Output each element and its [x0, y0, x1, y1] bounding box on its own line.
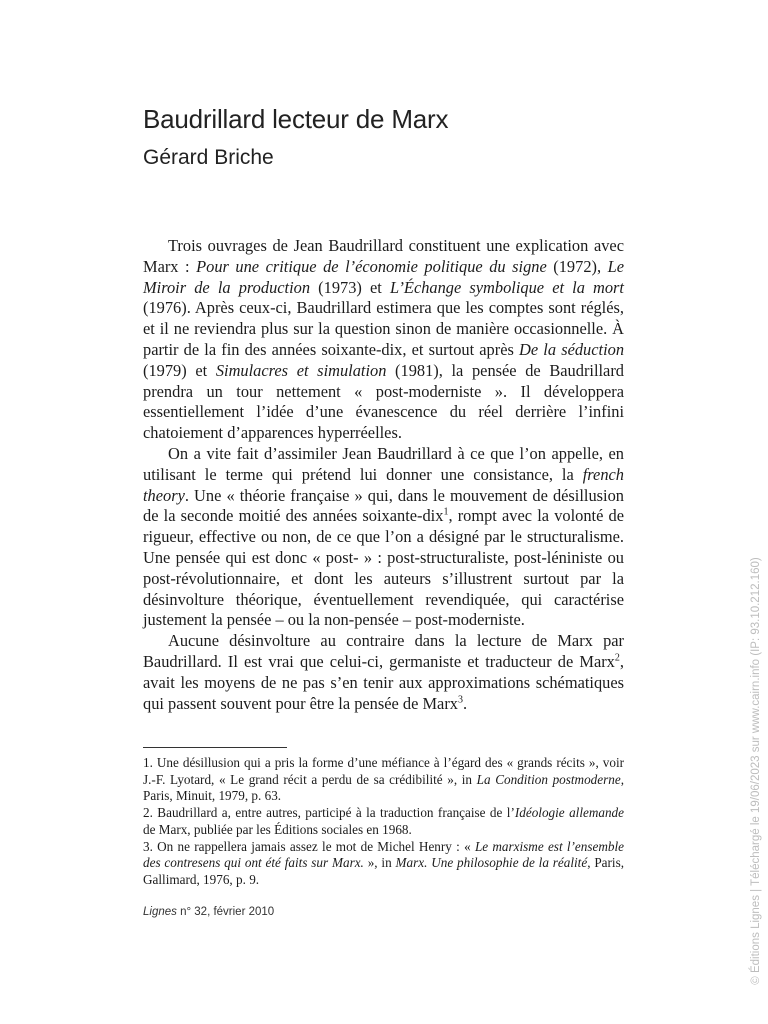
journal-issue: n° 32, février 2010: [176, 906, 275, 918]
text-run: Trois ouvrages de Jean Baudrillard constituent une explication avec Marx :: [143, 236, 624, 276]
footnote-1: [143, 755, 624, 805]
text-run: 1. Une désillusion qui a pris la forme d’une méfiance à l’égard des « grands récits », voir J.-F. Lyotard, « Le grand récit a perdu de sa crédibilité », in: [143, 755, 624, 787]
book-title: La Condition postmoderne: [476, 771, 621, 787]
footnote-2: [143, 805, 624, 838]
journal-name: Lignes: [143, 906, 177, 918]
footnote-ref-3: 3: [457, 694, 463, 706]
book-title: Idéologie allemande: [514, 805, 625, 821]
text-run: (1981), la pensée de Baudrillard prendra un tour nettement « post-moderniste ». Il développera essentiellement l’idée d’une évanescence du réel derrière l’infini chatoiement d’apparences hyperréelles.: [143, 360, 624, 443]
text-run: , Paris, Gallimard, 1976, p. 9.: [143, 855, 625, 887]
book-title: Marx. Une philosophie de la réalité: [395, 855, 588, 871]
text-run: , avait les moyens de ne pas s’en tenir aux approximations schématiques qui passent souvent pour être la pensée de Marx: [143, 651, 624, 713]
footnotes: [143, 755, 624, 889]
article-title: Baudrillard lecteur de Marx: [143, 104, 449, 134]
emphasis: french theory: [143, 464, 624, 505]
paragraph-3: [143, 631, 624, 714]
text-run: de Marx, publiée par les Éditions sociales en 1968.: [143, 821, 412, 837]
journal-reference: [143, 906, 274, 918]
book-title: Simulacres et simulation: [215, 360, 387, 380]
text-run: , rompt avec la volonté de rigueur, effective ou non, de ce que l’on a désigné par le structuralisme. Une pensée qui est donc « post- » : post-structuraliste, post-léniniste ou post-révolutionnaire, et dont les auteurs s’illustrent surtout par la désinvolture théorique, éventuellement revendiquée, qui caractérise justement la pensée – ou la non-pensée – post-moderniste.: [143, 506, 624, 630]
text-run: , Paris, Minuit, 1979, p. 63.: [143, 771, 624, 804]
text-run: (1972),: [546, 256, 608, 276]
book-title: L’Échange symbolique et la mort: [389, 277, 624, 297]
article-body: [143, 236, 624, 714]
download-watermark: © Éditions Lignes | Téléchargé le 19/06/2023 sur www.cairn.info (IP: 93.10.212.160): [750, 557, 762, 985]
text-run: 2. Baudrillard a, entre autres, participé à la traduction française de l’: [143, 805, 515, 821]
text-run: », in: [363, 855, 396, 871]
footnote-divider: [143, 747, 287, 748]
paragraph-2: [143, 444, 624, 631]
text-run: Aucune désinvolture au contraire dans la lecture de Marx par Baudrillard. Il est vrai que celui-ci, germaniste et traducteur de Marx: [143, 631, 624, 671]
footnote-ref-2: 2: [614, 652, 620, 664]
quotation: Le marxisme est l’ensemble des contresens qui ont été faits sur Marx.: [143, 838, 624, 871]
text-run: (1979) et: [143, 360, 216, 380]
book-title: Pour une critique de l’économie politique du signe: [196, 256, 547, 276]
text-run: 3. On ne rappellera jamais assez le mot de Michel Henry : «: [143, 838, 475, 854]
article-author: Gérard Briche: [143, 146, 274, 169]
footnote-ref-1: 1: [443, 506, 449, 518]
text-run: On a vite fait d’assimiler Jean Baudrillard à ce que l’on appelle, en utilisant le terme qui prétend lui donner une consistance, la: [143, 443, 624, 484]
text-run: (1976). Après ceux-ci, Baudrillard estimera que les comptes sont réglés, et il ne reviendra plus sur la question sinon de manière occasionnelle. À partir de la fin des années soixante-dix, et surtout après: [143, 298, 624, 359]
book-title: Le Miroir de la production: [143, 256, 624, 297]
text-run: .: [462, 693, 468, 713]
footnote-3: [143, 839, 624, 889]
book-title: De la séduction: [519, 339, 625, 359]
text-run: . Une « théorie française » qui, dans le mouvement de désillusion de la seconde moitié des années soixante-dix: [143, 485, 624, 526]
text-run: (1973) et: [310, 277, 390, 297]
paragraph-1: [143, 236, 624, 444]
